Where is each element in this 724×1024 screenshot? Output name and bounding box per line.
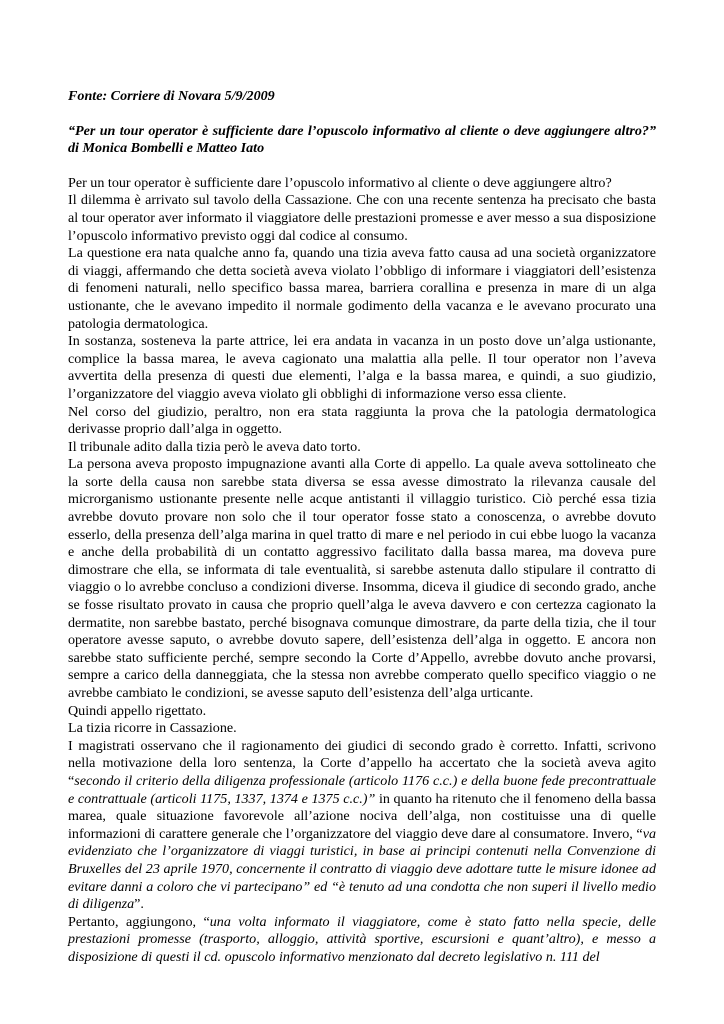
italic-quote: una volta informato il viaggiatore, come è stato fatto nella specie, delle prestazioni promesse (trasporto, alloggio, attività sportive, escursioni e quant’altro), e messo a disposizione di questi il cd. opuscolo informativo menzionato dal decreto legislativo n. 111 del	[68, 913, 656, 965]
text-span: Pertanto, aggiungono, “	[68, 913, 210, 930]
text-span: I magistrati osservano che il ragionamento dei giudici di secondo grado è corretto. Infatti, scrivono nella motivazione della loro sentenza, la Corte d’appello ha accertato che la società aveva agito “	[68, 737, 656, 789]
paragraph: Il tribunale adito dalla tizia però le aveva dato torto.	[68, 438, 361, 455]
article-headline: “Per un tour operator è sufficiente dare l’opuscolo informativo al cliente o deve aggiungere altro?” di Monica Bombelli e Matteo Iato	[68, 122, 656, 157]
italic-quote: secondo il criterio della diligenza professionale (articolo 1176 c.c.) e della buone fede precontrattuale e contrattuale (articoli 1175, 1337, 1374 e 1375 c.c.)”	[68, 772, 656, 807]
text-span: in quanto ha ritenuto che il fenomeno della bassa marea, quale situazione favorevole all’azione nociva dell’alga, non costituisse una di quelle informazioni di carattere generale che l’organizzatore del viaggio deve dare al consumatore. Invero, “	[68, 790, 656, 842]
italic-quote: va evidenziato che l’organizzatore di viaggi turistici, in base ai principi contenuti nella Convenzione di Bruxelles del 23 aprile 1970, concernente il contratto di viaggio deve adottare tutte le misure idonee ad evitare danni a coloro che vi partecipano” ed “è tenuto ad una condotta che non superi il livello medio di diligenza	[68, 825, 656, 913]
document-page	[68, 88, 656, 967]
paragraph: La persona aveva proposto impugnazione avanti alla Corte di appello. La quale aveva sottolineato che la sorte della causa non sarebbe stata diversa se essa avesse dimostrato la rilevanza causale del microrganismo ustionante presente nelle acque antistanti il villaggio turistico. Ciò perché essa tizia avrebbe dovuto provare non solo che il tour operator fosse stato a conoscenza, o avrebbe dovuto esserlo, della presenza dell’alga marina in quel tratto di mare e nel periodo in cui ebbe luogo la vacanza e anche della probabilità di un contatto aggressivo facilitato dalla bassa marea, ma doveva pure dimostrare che ella, se informata di tale eventualità, si sarebbe astenuta dallo stipulare il contratto di viaggio o lo avrebbe concluso a condizioni diverse. Insomma, diceva il giudice di secondo grado, anche se fosse risultato provato in causa che proprio quell’alga le aveva davvero e con certezza cagionato la dermatite, non sarebbe bastato, perché bisognava comunque dimostrare, da parte della tizia, che il tour operatore avesse saputo, o avrebbe dovuto sapere, dell’esistenza dell’alga in oggetto. E ancora non sarebbe stato sufficiente perché, sempre secondo la Corte d’Appello, avrebbe dovuto anche provarsi, sempre a carico della danneggiata, che la stessa non avrebbe comperato quello specifico viaggio o ne avrebbe cambiato le condizioni, se avesse saputo dell’esistenza dell’alga urticante.	[68, 456, 656, 701]
article-body	[68, 175, 656, 967]
source-line: Fonte: Corriere di Novara 5/9/2009	[68, 88, 275, 104]
paragraph: Il dilemma è arrivato sul tavolo della Cassazione. Che con una recente sentenza ha precisato che basta al tour operator aver informato il viaggiatore delle prestazioni promesse e aver messo a sua disposizione l’opuscolo informativo previsto oggi dal codice al consumo.	[68, 192, 656, 244]
paragraph: Per un tour operator è sufficiente dare l’opuscolo informativo al cliente o deve aggiungere altro?	[68, 174, 612, 191]
paragraph-pertanto	[68, 914, 656, 967]
paragraph: La tizia ricorre in Cassazione.	[68, 720, 237, 737]
paragraph: Quindi appello rigettato.	[68, 702, 207, 719]
text-span: ”.	[134, 896, 144, 913]
paragraph: In sostanza, sosteneva la parte attrice, lei era andata in vacanza in un posto dove un’alga ustionante, complice la bassa marea, le aveva cagionato una malattia alla pelle. Il tour operator non l’aveva avvertita della presenza di questi due elementi, l’alga e la bassa marea, e quindi, a suo giudizio, l’organizzatore del viaggio aveva violato gli obblighi di informazione verso essa cliente.	[68, 333, 656, 402]
paragraph-magistrati	[68, 738, 656, 914]
paragraph: La questione era nata qualche anno fa, quando una tizia aveva fatto causa ad una società organizzatore di viaggi, affermando che detta società aveva violato l’obbligo di informare i viaggiatori dell’esistenza di fenomeni naturali, nello specifico bassa marea, barriera corallina e presenza in mare di un alga ustionante, che le avevano impedito il normale godimento della vacanza e le avevano procurato una patologia dermatologica.	[68, 245, 656, 332]
paragraph: Nel corso del giudizio, peraltro, non era stata raggiunta la prova che la patologia dermatologica derivasse proprio dall’alga in oggetto.	[68, 403, 656, 438]
